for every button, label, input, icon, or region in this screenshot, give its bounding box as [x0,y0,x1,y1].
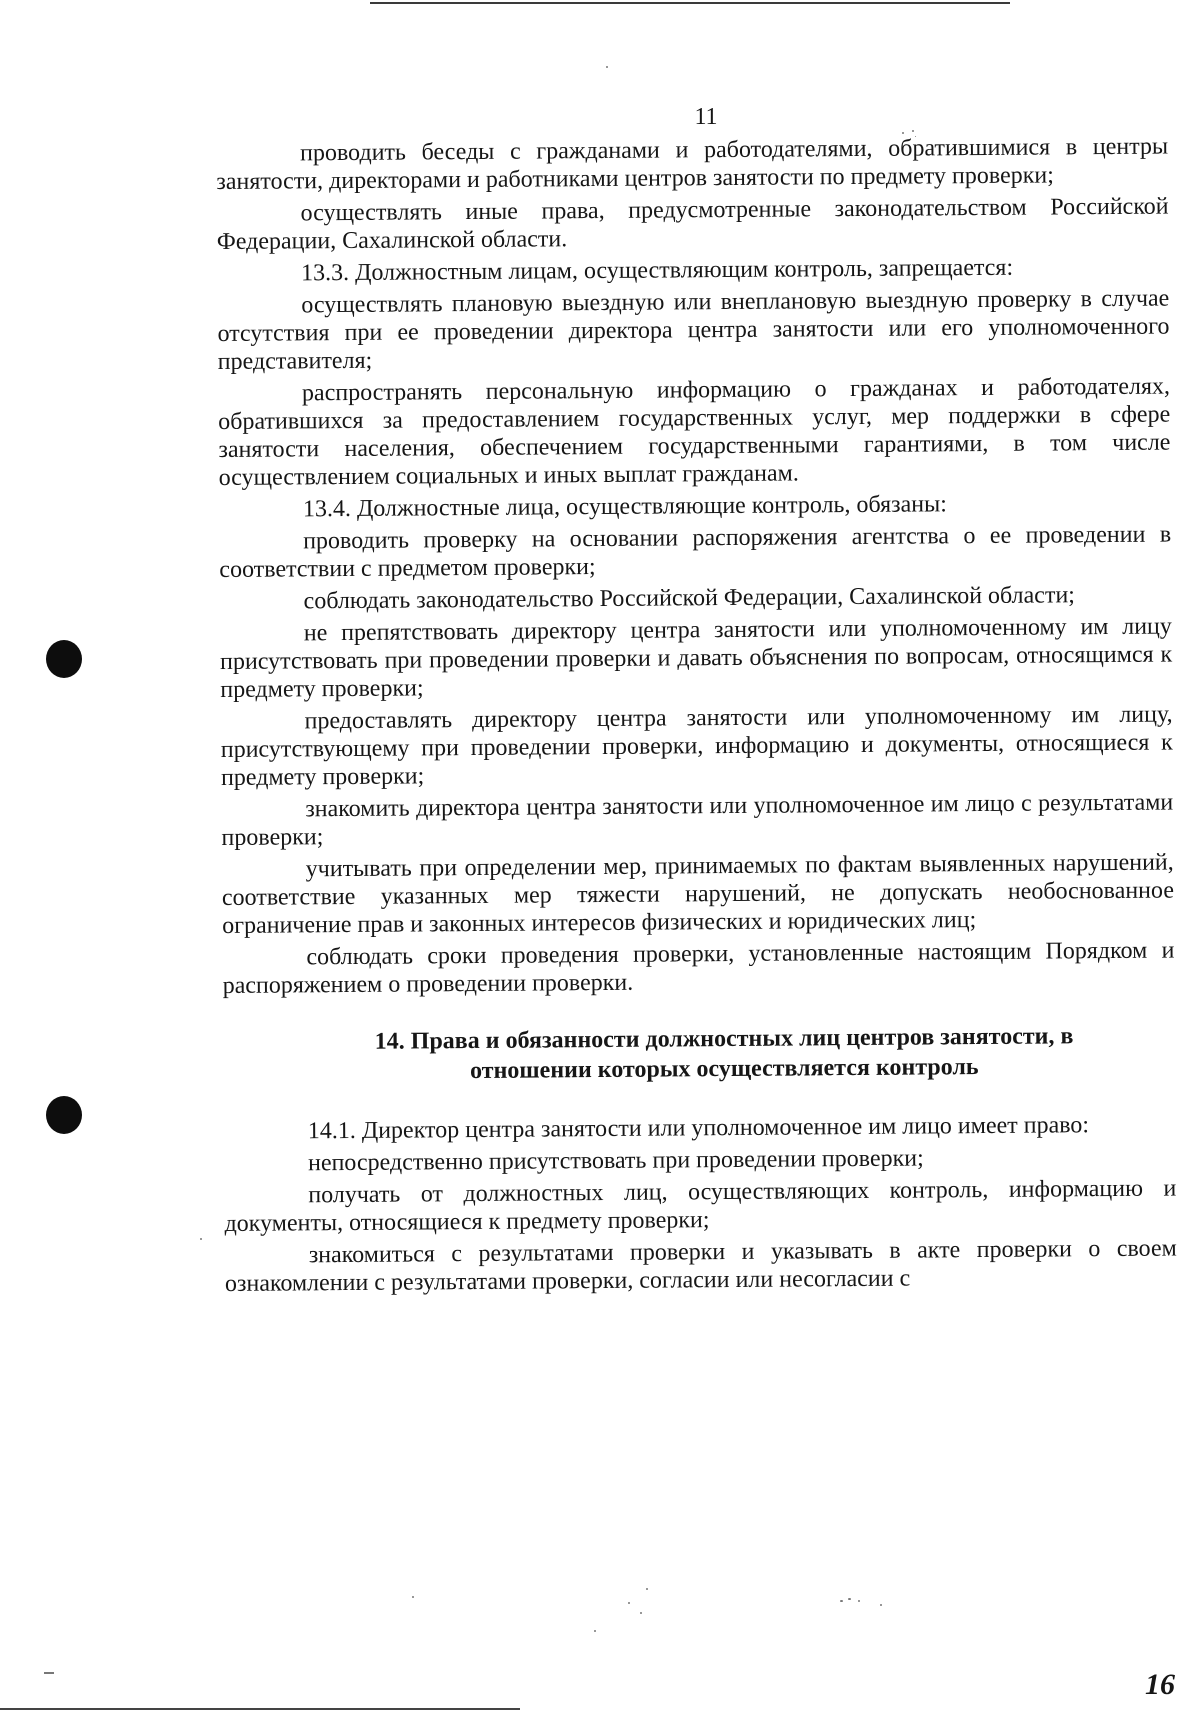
handwritten-sheet-number: 16 [1145,1668,1175,1701]
body-paragraph: учитывать при определении мер, принимаемых по фактам выявленных нарушений, соответствие указанных мер тяжести нарушений, не допускать необоснованное ограничение прав и законных интересов физических и юридических лиц; [221,849,1175,939]
section-paragraph: получать от должностных лиц, осуществляющих контроль, информацию и документы, относящиеся к предмету проверки; [224,1175,1177,1237]
section-paragraph: 14.1. Директор центра занятости или уполномоченное им лицо имеет право: [307,1112,1090,1145]
body-paragraph: проводить проверку на основании распоряжения агентства о ее проведении в соответствии с предметом проверки; [219,521,1172,583]
body-paragraph: распространять персональную информацию о гражданах и работодателях, обратившихся за предоставлением государственных услуг, мер поддержки в сфере занятости населения, обеспечением государственными гарантиями, в том числе осуществлением социальных и иных выплат гражданам. [218,373,1171,491]
body-paragraph: предоставлять директору центра занятости или уполномоченному им лицу, присутствующему при проведении проверки, информацию и документы, относящиеся к предмету проверки; [220,701,1173,791]
body-paragraph: осуществлять плановую выездную или внеплановую выездную проверку в случае отсутствия при ее проведении директора центра занятости или его уполномоченного представителя; [217,285,1170,375]
body-paragraph: 13.3. Должностным лицам, осуществляющим контроль, запрещается: [300,254,1014,287]
body-paragraph: не препятствовать директору центра занятости или уполномоченному им лицу присутствовать при проведении проверки и давать объяснения по вопросам, относящимся к предмету проверки; [219,613,1173,703]
scan-bottom-edge-line [0,1708,520,1710]
section-paragraph: знакомиться с результатами проверки и указывать в акте проверки о своем ознакомлении с результатами проверки, согласии или несогласии с [224,1235,1177,1297]
body-paragraph: соблюдать законодательство Российской Федерации, Сахалинской области; [303,582,1076,615]
section-heading: 14. Права и обязанности должностных лиц центров занятости, в отношении которых осуществляется контроль [374,1023,1074,1085]
body-paragraph: 13.4. Должностные лица, осуществляющие контроль, обязаны: [302,491,947,523]
body-paragraph: соблюдать сроки проведения проверки, установленные настоящим Порядком и распоряжением о проведении проверки. [222,937,1175,999]
section-paragraph: непосредственно присутствовать при проведении проверки; [307,1145,924,1177]
body-paragraph: осуществлять иные права, предусмотренные законодательством Российской Федерации, Сахалинской области. [216,193,1169,255]
punch-hole-icon [46,640,82,678]
document-body [216,133,1177,1302]
body-paragraph: проводить беседы с гражданами и работодателями, обратившимися в центры занятости, директорами и работниками центров занятости по предмету проверки; [216,133,1169,195]
punch-hole-icon [46,1096,82,1134]
body-paragraph: знакомить директора центра занятости или уполномоченное им лицо с результатами проверки; [221,789,1174,851]
scan-top-edge-line [370,2,1010,4]
page-number: 11 [694,104,718,130]
